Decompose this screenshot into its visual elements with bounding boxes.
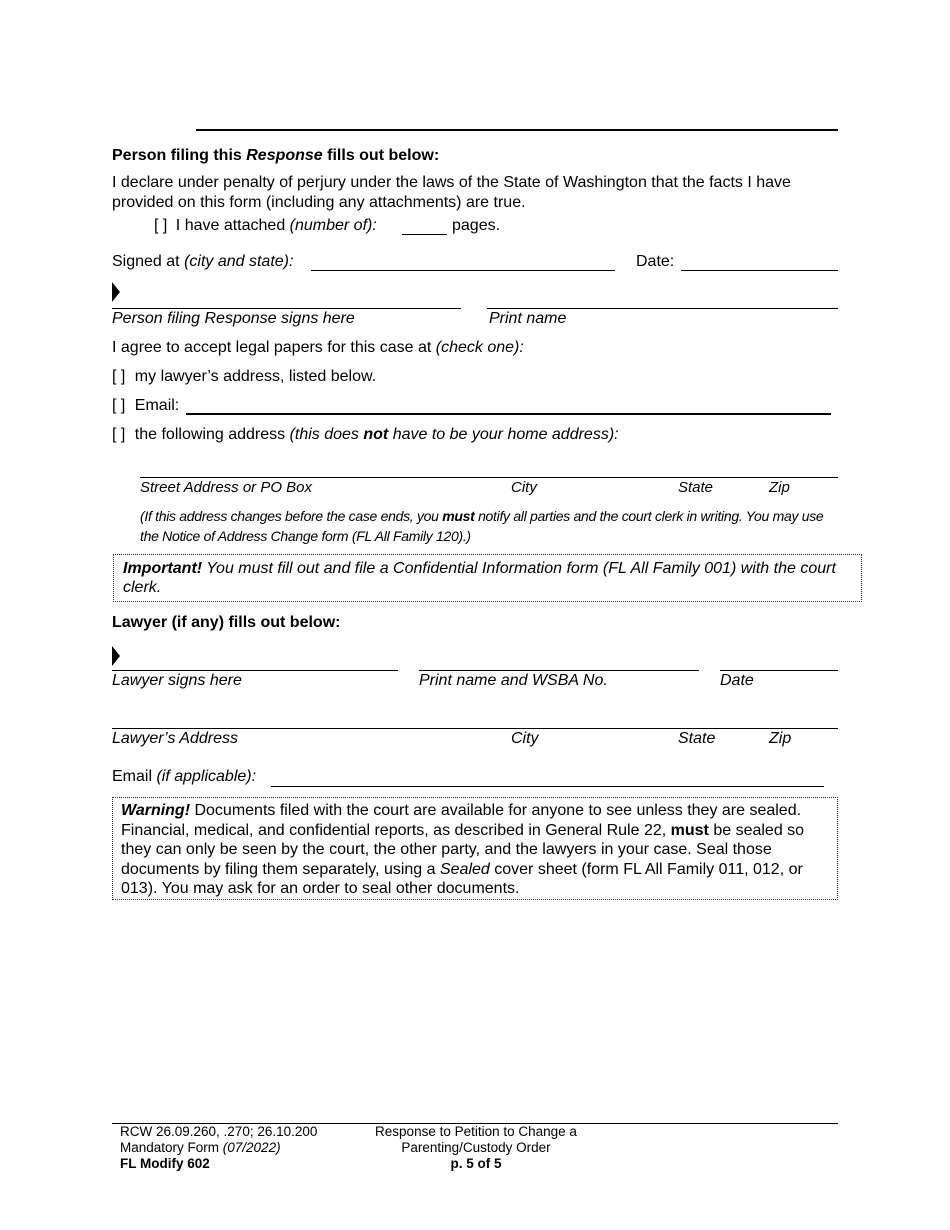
filer-print-name-label: Print name [489,310,567,327]
addr-zip-label: Zip [769,479,790,496]
option-email: [ ] Email: [112,397,180,414]
filer-signs-here-label: Person filing Response signs here [112,310,355,327]
lawyer-state-label: State [678,730,716,747]
footer-title-line1: Response to Petition to Change a [375,1124,577,1139]
lawyer-date-field[interactable] [720,670,838,671]
filer-signature-field[interactable] [112,308,461,309]
attached-checkbox[interactable]: [ ] [154,217,168,234]
filer-heading: Person filing this Response fills out below: [112,147,440,164]
lawyer-sign-here-arrow-icon [112,646,120,666]
lawyer-address-label: Lawyer’s Address [112,730,238,747]
footer-title-line2: Parenting/Custody Order [401,1140,551,1155]
date-field[interactable] [681,270,838,271]
lawyer-date-label: Date [720,672,754,689]
option-address-checkbox[interactable]: [ ] [112,426,126,443]
attached-pages-input[interactable] [402,234,447,235]
filer-print-name-field[interactable] [487,308,838,309]
footer-rcw: RCW 26.09.260, .270; 26.10.200 [120,1124,318,1139]
addr-street-label: Street Address or PO Box [140,479,313,496]
top-rule [196,129,838,131]
footer-form-id: FL Modify 602 [120,1156,210,1171]
signed-at-label: Signed at (city and state): [112,253,294,270]
filer-email-field[interactable] [186,413,831,415]
option-lawyer-checkbox[interactable]: [ ] [112,368,126,385]
sign-here-arrow-icon [112,282,120,302]
warning-notice-box: Warning! Documents filed with the court are available for anyone to see unless they are sealed. Financial, medical, and confidential reports, as described in General Rule 22, must be sealed so they can only be seen by the court, the other party, and the lawyers in your case. Seal those documents by filing them separately, using a Sealed cover sheet (form FL All Family 011, 012, or 013). You may ask for an order to seal other documents. [112,797,838,900]
lawyer-zip-label: Zip [769,730,792,747]
lawyer-email-field[interactable] [271,786,824,787]
option-following-address: [ ] the following address (this does not have to be your home address): [112,426,619,443]
footer-center [346,1124,606,1172]
lawyer-signature-field[interactable] [112,670,398,671]
date-label: Date: [636,253,675,270]
lawyer-address-field[interactable] [112,728,838,729]
address-change-note: (If this address changes before the case ends, you must notify all parties and the court clerk in writing. You may use the Notice of Address Change form (FL All Family 120).) [140,508,824,544]
addr-state-label: State [678,479,714,496]
important-notice-box: Important! You must fill out and file a Confidential Information form (FL All Family 001) with the court clerk. [113,554,862,602]
footer-page-number: p. 5 of 5 [450,1156,502,1171]
lawyer-print-name-label: Print name and WSBA No. [419,672,608,689]
declaration-text: I declare under penalty of perjury under the laws of the State of Washington that the facts I have provided on this form (including any attachments) are true. [112,174,791,211]
option-lawyer-address: [ ] my lawyer’s address, listed below. [112,368,377,385]
footer-left [120,1124,317,1172]
accept-papers-text: I agree to accept legal papers for this case at (check one): [112,339,524,356]
lawyer-print-name-field[interactable] [419,670,699,671]
signed-at-field[interactable] [311,270,615,271]
filer-address-field[interactable] [140,477,838,478]
lawyer-heading: Lawyer (if any) fills out below: [112,614,341,631]
addr-city-label: City [511,479,537,496]
lawyer-city-label: City [511,730,539,747]
lawyer-signs-here-label: Lawyer signs here [112,672,242,689]
pages-label: pages. [452,217,501,234]
lawyer-email-label: Email (if applicable): [112,768,257,785]
attached-pages-row: [ ] I have attached (number of): [154,217,377,234]
footer-mandatory: Mandatory Form (07/2022) [120,1140,281,1155]
option-email-checkbox[interactable]: [ ] [112,397,126,414]
